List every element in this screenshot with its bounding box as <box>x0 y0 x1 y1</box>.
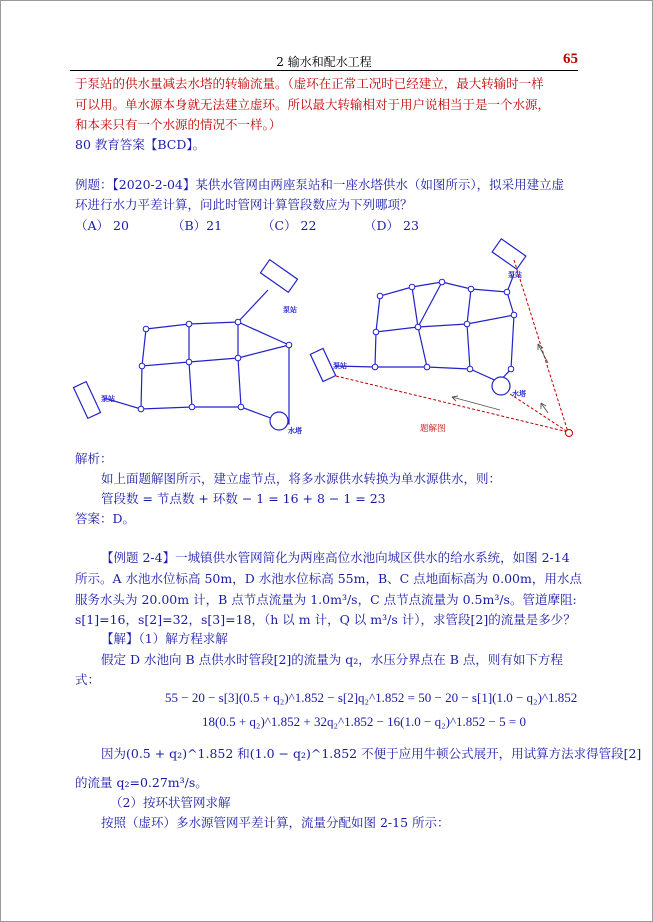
water-tower-left <box>270 412 288 430</box>
virtual-pipes <box>336 260 568 432</box>
solution-line: 假定 D 水池向 B 点供水时管段[2]的流量为 q₂，水压分界点在 B 点，则有如下方程 <box>101 652 563 667</box>
solution-line: 的流量 q₂=0.27m³/s。 <box>75 775 208 790</box>
option-a: （A） 20 <box>75 218 129 233</box>
text-line: 于泵站的供水量减去水塔的转输流量。（虚环在正常工况时已经建立，最大转输时一样 <box>75 76 544 91</box>
answer-line: 答案：D。 <box>75 511 136 526</box>
chapter-title: 2 输水和配水工程 <box>276 55 372 69</box>
left-nodes <box>138 319 292 412</box>
solution-heading-2: （2）按环状管网求解 <box>110 795 231 810</box>
solution-line: 因为(0.5 + q₂)^1.852 和(1.0 − q₂)^1.852 不便于应用牛顿公式展开，用试算方法求得管段[2] <box>101 746 642 761</box>
pump-station-right-net-top <box>492 239 526 269</box>
analysis-formula: 管段数 = 节点数 + 环数 − 1 = 16 + 8 − 1 = 23 <box>101 491 386 506</box>
network-diagram <box>0 0 653 460</box>
analysis-heading: 解析： <box>75 451 113 466</box>
question-line: 环进行水力平差计算，问此时管网计算管段数应为下列哪项？ <box>75 197 413 212</box>
option-c: （C） 22 <box>262 218 317 233</box>
solution-line: 式： <box>75 672 101 687</box>
equation-2: 18(0.5 + q₂)^1.852 + 32q₂^1.852 − 16(1.0 − q₂)^1.852 − 5 = 0 <box>202 714 526 729</box>
answer-line: 80 教育答案【BCD】。 <box>75 137 206 152</box>
text-line: 和本来只有一个水源的情况不一样。） <box>75 117 282 132</box>
pump-station-right <box>260 260 297 293</box>
analysis-line: 如上面题解图所示，建立虚节点，将多水源供水转换为单水源供水，则： <box>101 471 502 486</box>
question-line: 例题：【2020-2-04】某供水管网由两座泵站和一座水塔供水（如图所示），拟采用建立虚 <box>75 177 565 192</box>
option-d: （D） 23 <box>364 218 419 233</box>
example-line: 服务水头为 20.00m 计，B 点节点流量为 1.0m³/s，C 点节点流量为 0.5m³/s。管道摩阻: <box>75 592 577 607</box>
virtual-node <box>566 430 573 437</box>
pump-station-left <box>73 382 100 419</box>
solution-heading: 【解】（1）解方程求解 <box>101 631 228 646</box>
page-number: 65 <box>563 51 578 67</box>
example-line: 所示。A 水池水位标高 50m，D 水池水位标高 55m，B、C 点地面标高为 0.00m，用水点 <box>75 571 582 586</box>
water-tower-right <box>492 377 510 395</box>
pump-station-right-net-left <box>310 348 335 381</box>
option-b: （B）21 <box>172 218 223 233</box>
label-pump-right-net-top: 泵站 <box>508 271 522 279</box>
text-line: 可以用。单水源本身就无法建立虚环。所以最大转输相对于用户说相当于是一个水源， <box>75 97 551 112</box>
label-tower-left: 水塔 <box>288 427 302 435</box>
example-line: s[1]=16，s[2]=32，s[3]=18，（h 以 m 计，Q 以 m³/s 计），求管段[2]的流量是多少？ <box>75 612 576 627</box>
label-pump-right-net-left: 泵站 <box>333 362 347 370</box>
label-pump-right: 泵站 <box>283 306 297 314</box>
solution-line: 按照（虚环）多水源管网平差计算，流量分配如图 2-15 所示： <box>101 815 450 830</box>
left-network <box>104 290 289 424</box>
label-tower-right: 水塔 <box>512 390 526 398</box>
solution-figure-caption: 题解图 <box>420 424 446 434</box>
example-line: 【例题 2-4】一城镇供水管网简化为两座高位水池向城区供水的给水系统，如图 2-14 <box>101 550 570 565</box>
label-pump-left: 泵站 <box>101 395 115 403</box>
equation-1: 55 − 20 − s[3](0.5 + q₂)^1.852 − s[2]q₂^1.852 = 50 − 20 − s[1](1.0 − q₂)^1.852 <box>165 690 578 705</box>
